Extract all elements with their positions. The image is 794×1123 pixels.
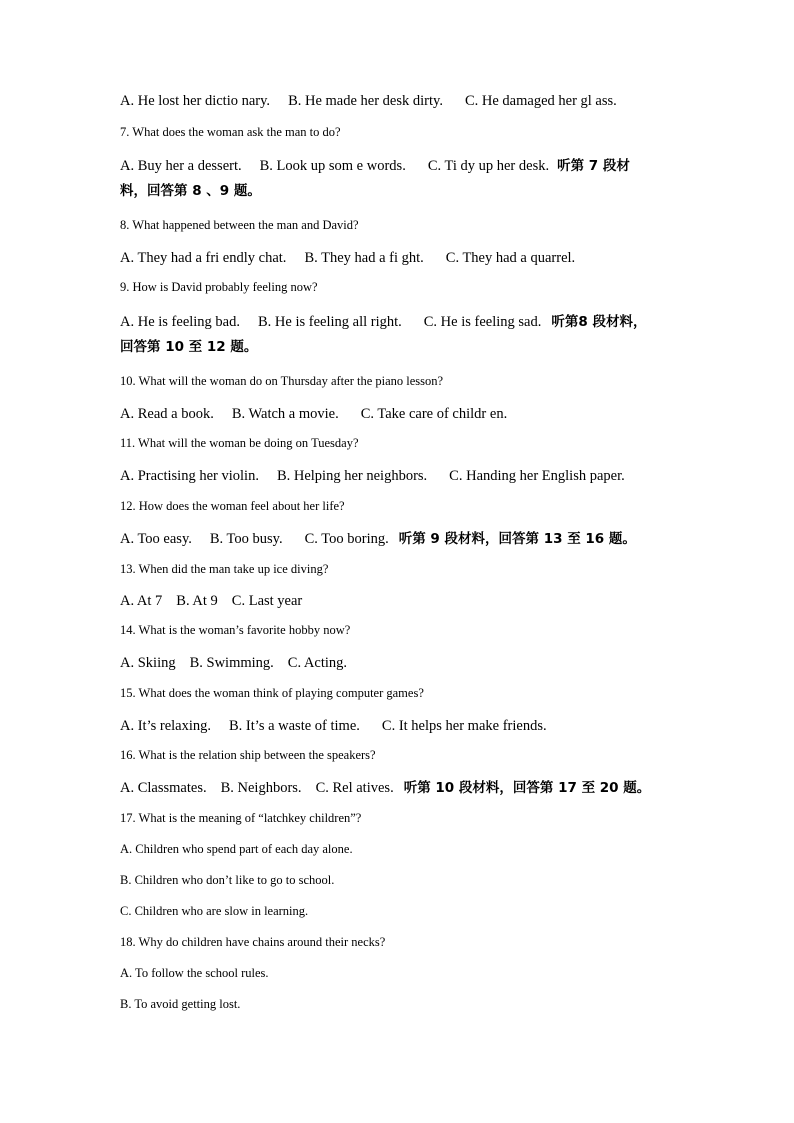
option-a: A. Practising her violin. (120, 468, 259, 484)
section-instruction: 听第 9 段材料，回答第 13 至 16 题。 (398, 531, 636, 547)
option-b: B. Helping her neighbors. (276, 468, 428, 484)
option-a: A. He lost her dictio nary. (120, 93, 271, 109)
section-instruction: 听第 10 段材料，回答第 17 至 20 题。 (403, 780, 651, 796)
option-a: A. Too easy. (120, 531, 192, 547)
q13-options (120, 592, 700, 610)
option-b: B. Too busy. (209, 531, 283, 547)
option-b: B. At 9 (176, 593, 218, 609)
option-c: C. They had a quarrel. (445, 250, 576, 266)
q12-options (120, 530, 700, 548)
option-b: B. Swimming. (189, 655, 274, 671)
q15-options (120, 717, 700, 735)
option-b: B. They had a fi ght. (304, 250, 424, 266)
section-instruction-cont: 回答第 10 至 12 题。 (120, 339, 258, 355)
option-a: A. At 7 (120, 593, 163, 609)
option-c: C. Too boring. (304, 531, 389, 547)
option-c: C. Last year (231, 593, 303, 609)
q18-option-b: B. To avoid getting lost. (120, 997, 241, 1011)
q7-options (120, 157, 700, 175)
option-c: C. He is feeling sad. (423, 314, 542, 330)
q17-option-c: C. Children who are slow in learning. (120, 904, 309, 918)
option-a: A. He is feeling bad. (120, 314, 240, 330)
option-c: C. Handing her English paper. (449, 468, 625, 484)
option-c: C. Acting. (287, 655, 348, 671)
section-instruction-cont: 料，回答第 8 、9 题。 (120, 183, 261, 199)
q11-options (120, 467, 700, 485)
section-instruction: 听第8 段材料， (551, 314, 647, 330)
q18-option-a: A. To follow the school rules. (120, 966, 269, 980)
option-a: A. They had a fri endly chat. (120, 250, 287, 266)
q9-options (120, 313, 700, 331)
q6-options (120, 92, 700, 110)
q16-options (120, 779, 700, 797)
q10-options (120, 405, 700, 423)
question-12: 12. How does the woman feel about her life? (120, 499, 345, 513)
question-10: 10. What will the woman do on Thursday after the piano lesson? (120, 374, 444, 388)
option-c: C. Take care of childr en. (360, 406, 508, 422)
option-b: B. He is feeling all right. (258, 314, 402, 330)
option-a: A. Read a book. (120, 406, 214, 422)
option-c: C. Ti dy up her desk. (427, 158, 550, 174)
question-14: 14. What is the woman’s favorite hobby now? (120, 623, 351, 637)
option-b: B. Watch a movie. (231, 406, 339, 422)
option-b: B. Look up som e words. (259, 158, 406, 174)
option-a: A. Skiing (120, 655, 176, 671)
q17-option-b: B. Children who don’t like to go to school. (120, 873, 335, 887)
option-a: A. Buy her a dessert. (120, 158, 242, 174)
section-instruction: 听第 7 段材 (557, 158, 630, 174)
option-c: C. Rel atives. (315, 780, 394, 796)
option-b: B. Neighbors. (220, 780, 302, 796)
option-a: A. Classmates. (120, 780, 207, 796)
option-b: B. It’s a waste of time. (229, 718, 360, 734)
q8-options (120, 249, 700, 267)
question-15: 15. What does the woman think of playing computer games? (120, 686, 424, 700)
option-a: A. It’s relaxing. (120, 718, 212, 734)
question-8: 8. What happened between the man and David? (120, 218, 359, 232)
question-11: 11. What will the woman be doing on Tuesday? (120, 436, 359, 450)
question-13: 13. When did the man take up ice diving? (120, 562, 329, 576)
question-16: 16. What is the relation ship between the speakers? (120, 748, 376, 762)
question-9: 9. How is David probably feeling now? (120, 280, 318, 294)
question-18: 18. Why do children have chains around their necks? (120, 935, 386, 949)
q17-option-a: A. Children who spend part of each day alone. (120, 842, 353, 856)
option-c: C. He damaged her gl ass. (464, 93, 617, 109)
question-7: 7. What does the woman ask the man to do? (120, 125, 341, 139)
option-b: B. He made her desk dirty. (288, 93, 443, 109)
question-17: 17. What is the meaning of “latchkey children”? (120, 811, 362, 825)
option-c: C. It helps her make friends. (381, 718, 547, 734)
q14-options (120, 654, 700, 672)
